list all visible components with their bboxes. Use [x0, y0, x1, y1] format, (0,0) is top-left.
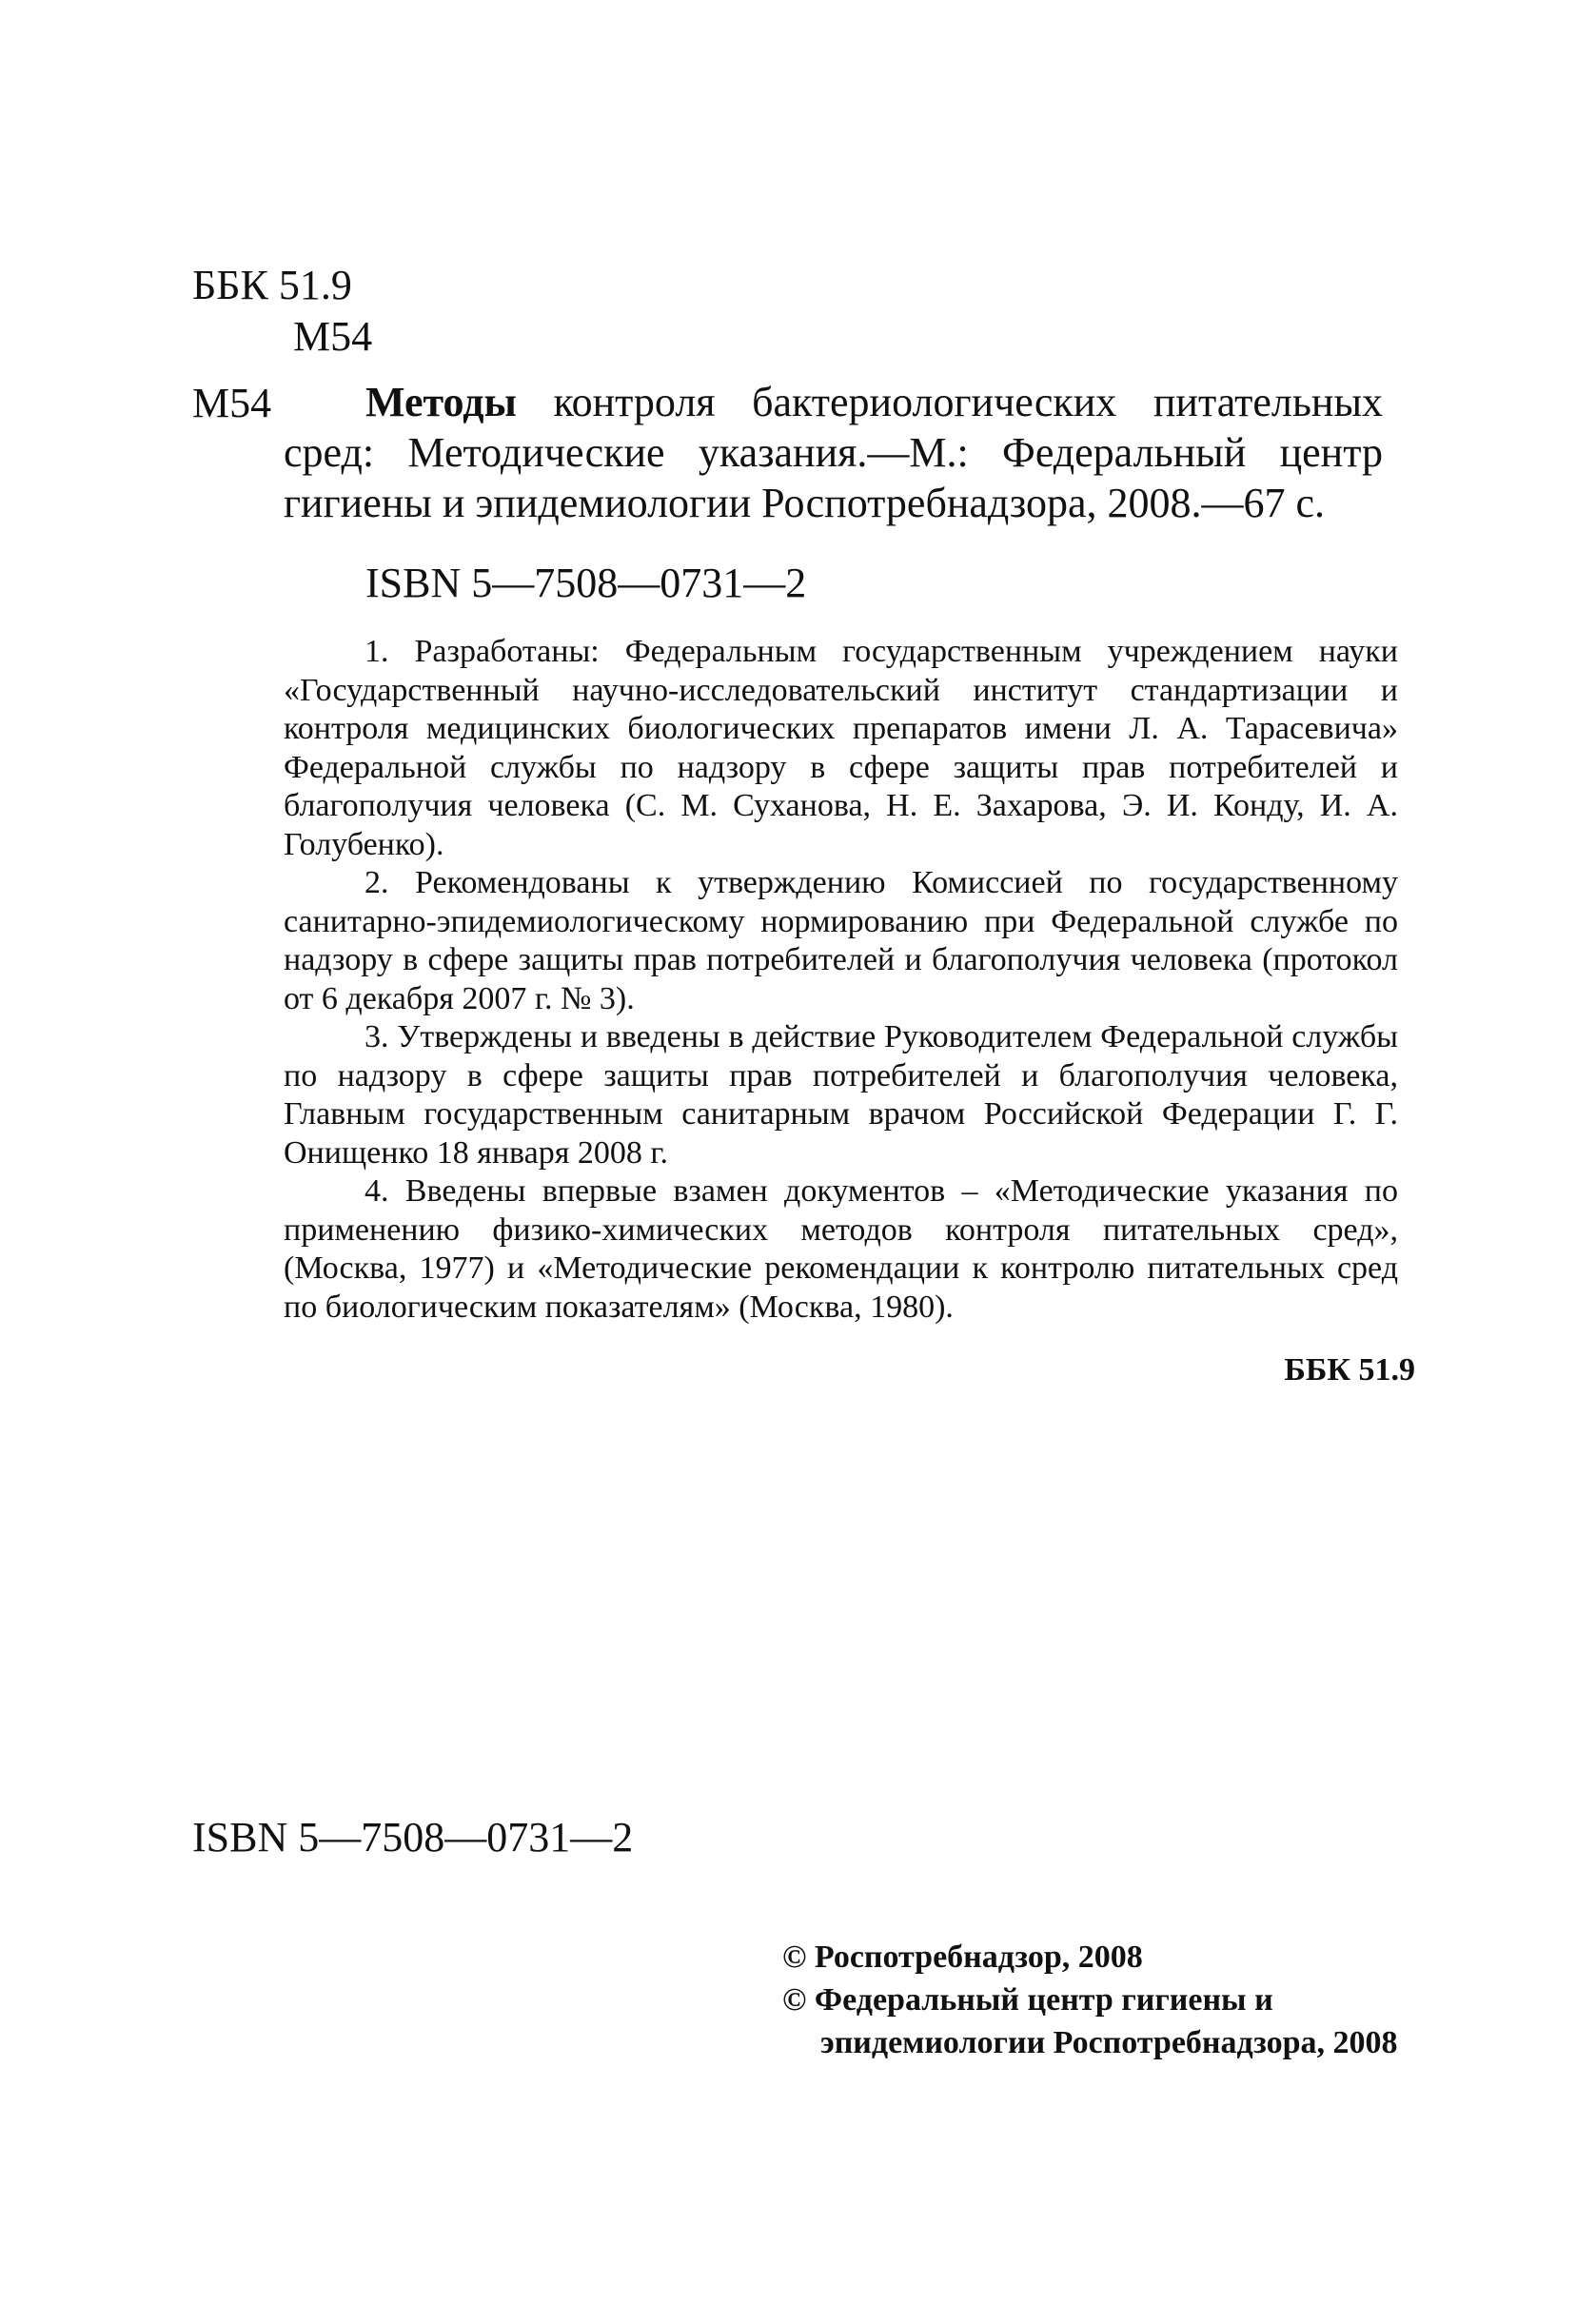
bbk-code-right: ББК 51.9 [1284, 1352, 1415, 1388]
bbk-code: ББК 51.9 [192, 262, 352, 308]
bibliographic-entry [284, 377, 1383, 528]
copyright-line: эпидемиологии Роспотребнадзора, 2008 [820, 2025, 1398, 2060]
isbn-bottom: ISBN 5—7508—0731—2 [192, 1814, 634, 1861]
note-item: 4. Введены впервые взамен документов – «Методические указания по применению физико-химических методов контроля питательных сред», (Москва, 1977) и «Методические рекомендации к контролю питательных сред по биологическим показателям» (Москва, 1980). [284, 1173, 1398, 1325]
copyright-block [782, 1936, 1439, 2064]
note-item: 3. Утверждены и введены в действие Руководителем Федеральной службы по надзору в сфере защиты прав потребителей и благополучия человека, Главным государственным санитарным врачом Российской Федерации Г. Г. Онищенко 18 января 2008 г. [284, 1019, 1398, 1171]
entry-author-mark: М54 [192, 380, 272, 426]
isbn-line: ISBN 5—7508—0731—2 [365, 560, 807, 606]
entry-title-bold: Методы [365, 379, 517, 425]
note-item: 1. Разработаны: Федеральным государственным учреждением науки «Государственный научно-исследовательский институт стандартизации и контроля медицинских биологических препаратов имени Л. А. Тарасевича» Федеральной службы по надзору в сфере защиты прав потребителей и благополучия человека (С. М. Суханова, Н. Е. Захарова, Э. И. Конду, И. А. Голубенко). [284, 634, 1398, 862]
author-mark: М54 [293, 313, 373, 360]
copyright-line: © Роспотребнадзор, 2008 [782, 1940, 1143, 1975]
note-item: 2. Рекомендованы к утверждению Комиссией по государственному санитарно-эпидемиологическому нормированию при Федеральной службе по надзору в сфере защиты прав потребителей и благополучия человека (протокол от 6 декабря 2007 г. № 3). [284, 865, 1398, 1016]
entry-text: контроля бактериологических питательных сред: Методические указания.—М.: Федеральный центр гигиены и эпидемиологии Роспотребнадзора, 2008.—67 с. [284, 379, 1383, 526]
copyright-line: © Федеральный центр гигиены и [782, 1982, 1273, 2018]
notes-list [284, 633, 1398, 1327]
